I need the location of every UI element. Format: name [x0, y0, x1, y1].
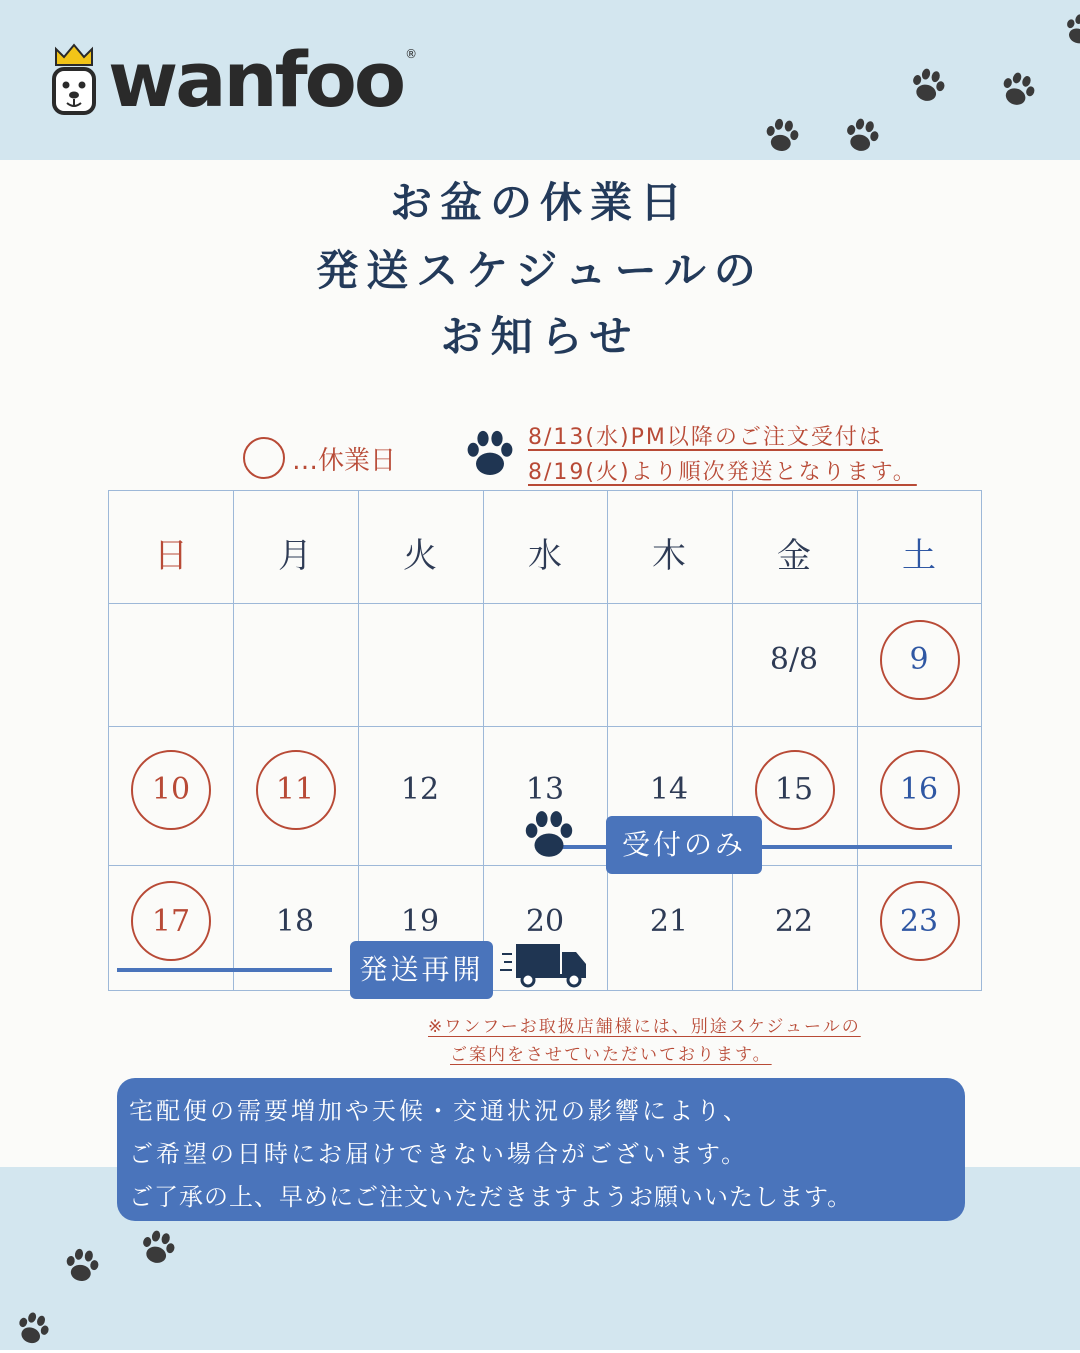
truck-icon	[500, 940, 590, 988]
day-14: 14	[649, 772, 689, 807]
crown-dog-logo-icon	[52, 43, 96, 117]
day-16: 16	[899, 772, 939, 807]
day-12: 12	[400, 772, 440, 807]
paw-icon	[59, 1243, 105, 1289]
day-15: 15	[774, 772, 814, 807]
title-line-2: 発送スケジュールの	[316, 246, 764, 295]
title-line-3: お知らせ	[440, 312, 640, 361]
day-17: 17	[151, 904, 191, 939]
notice-line-1: 8/13(水)PM以降のご注文受付は	[528, 425, 883, 450]
weekday-mon: 月	[278, 536, 312, 576]
info-line-3: ご了承の上、早めにご注文いただきますようお願いいたします。	[129, 1183, 853, 1211]
weekday-sun: 日	[154, 536, 188, 576]
brand-name: wanfoo	[108, 35, 404, 124]
holiday-legend-circle	[243, 437, 285, 479]
day-22: 22	[774, 904, 814, 939]
footnote-line-2: ご案内をさせていただいております。	[450, 1045, 772, 1065]
day-18: 18	[275, 904, 315, 939]
info-line-1: 宅配便の需要増加や天候・交通状況の影響により、	[129, 1097, 750, 1125]
weekday-tue: 火	[403, 536, 437, 576]
day-8-8: 8/8	[769, 642, 819, 677]
weekday-sat: 土	[902, 536, 936, 576]
holiday-legend-label: …休業日	[292, 446, 397, 476]
brand-logo	[52, 35, 418, 124]
notice-line-2: 8/19(火)より順次発送となります。	[528, 460, 917, 485]
day-19: 19	[400, 904, 440, 939]
reception-only-badge: 受付のみ	[606, 816, 762, 874]
day-21: 21	[649, 904, 689, 939]
info-line-2: ご希望の日時にお届けできない場合がございます。	[129, 1140, 749, 1168]
footnote-line-1: ※ワンフーお取扱店舗様には、別途スケジュールの	[428, 1017, 861, 1037]
paw-icon	[520, 806, 578, 864]
day-11: 11	[275, 772, 315, 807]
day-13: 13	[525, 772, 565, 807]
day-9: 9	[909, 642, 929, 677]
info-box	[117, 1078, 965, 1221]
shipping-arrow-line	[117, 968, 332, 972]
weekday-fri: 金	[777, 536, 811, 576]
day-23: 23	[899, 904, 939, 939]
paw-icon	[462, 426, 518, 482]
title-line-1: お盆の休業日	[389, 178, 690, 227]
paw-icon	[759, 113, 805, 159]
weekday-thu: 木	[652, 536, 686, 576]
registered-mark: ®	[405, 47, 418, 61]
shipping-resume-badge: 発送再開	[350, 941, 493, 999]
weekday-wed: 水	[528, 536, 562, 576]
day-20: 20	[525, 904, 565, 939]
day-10: 10	[151, 772, 191, 807]
